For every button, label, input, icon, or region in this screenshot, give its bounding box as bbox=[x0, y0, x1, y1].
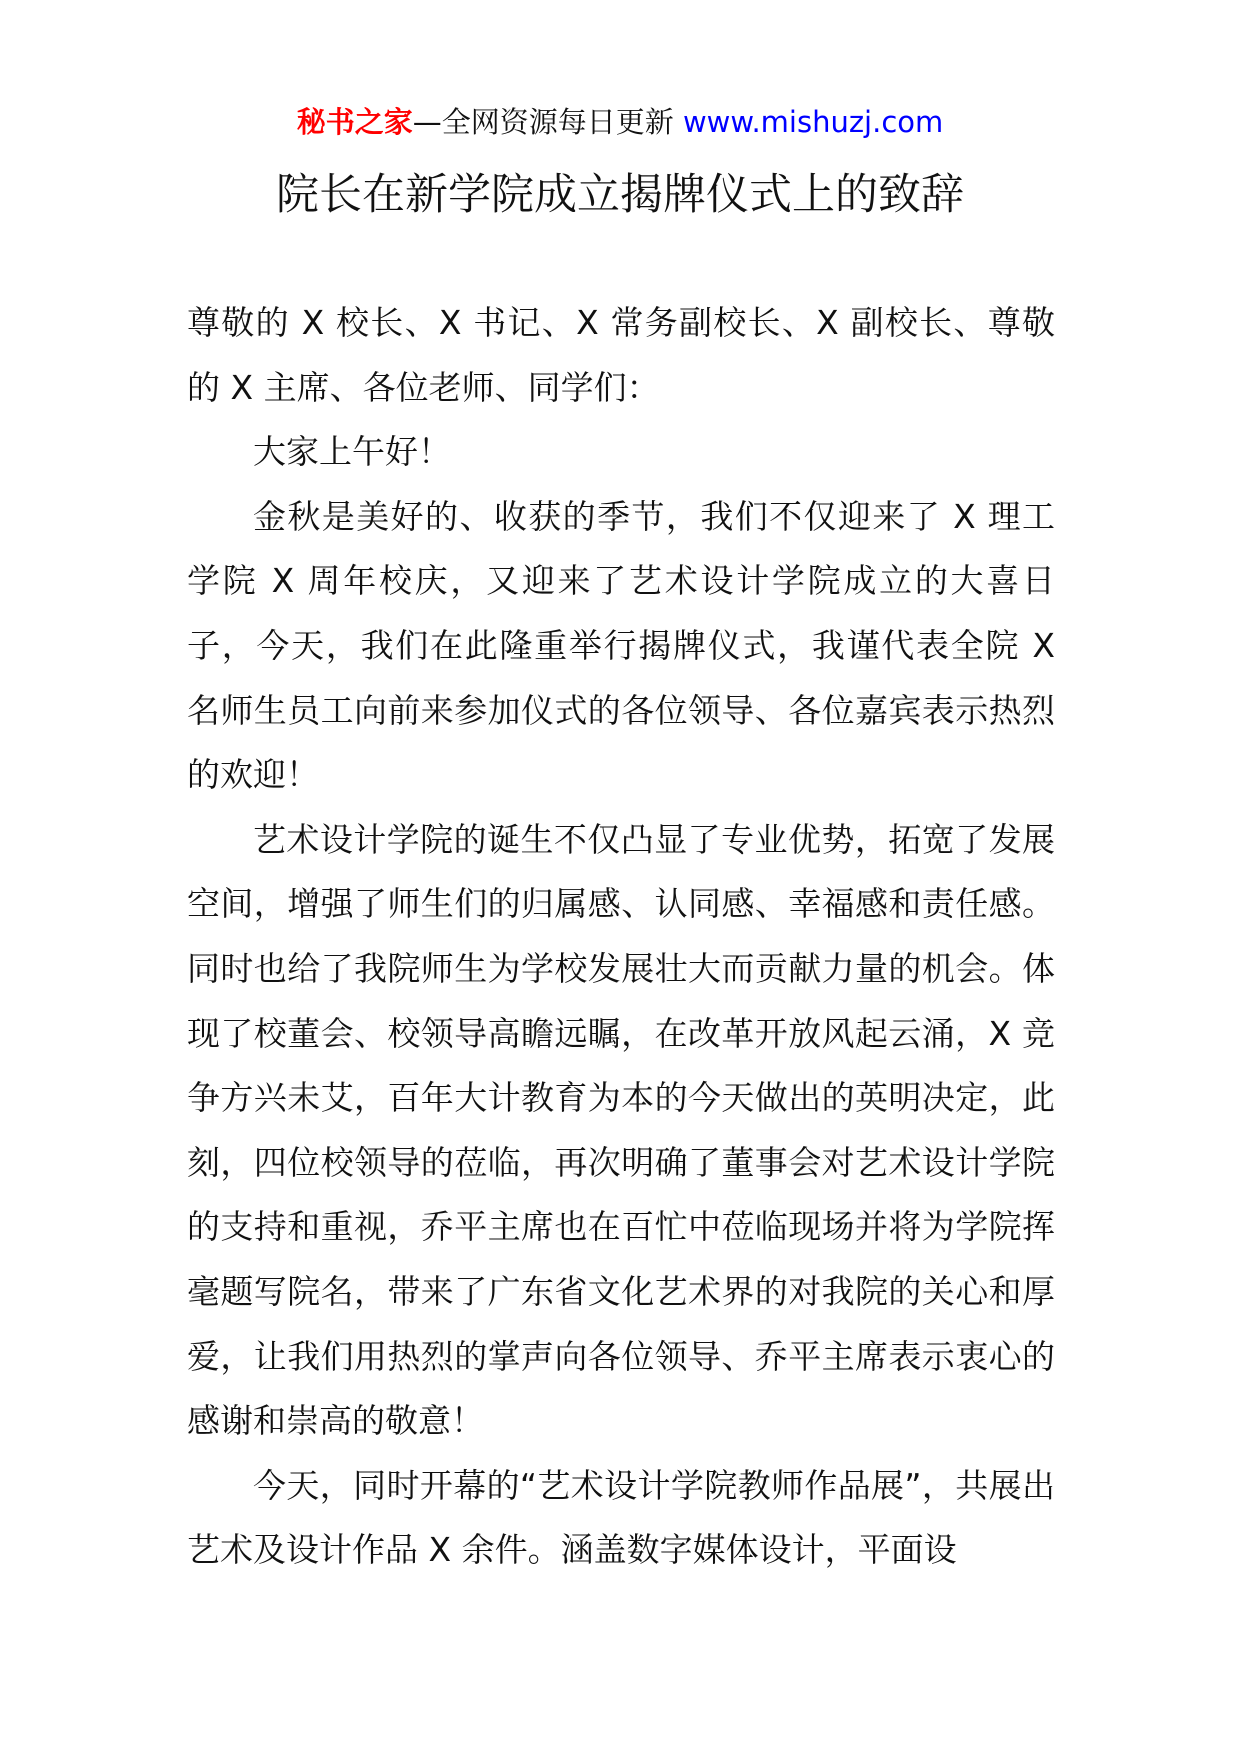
body-paragraph: 金秋是美好的、收获的季节，我们不仅迎来了 X 理工学院 X 周年校庆，又迎来了艺术设计学院成立的大喜日子，今天，我们在此隆重举行揭牌仪式，我谨代表全院 X 名师生员工向前来参加仪式的各位领导、各位嘉宾表示热烈的欢迎！ bbox=[187, 496, 1055, 795]
site-header bbox=[0, 100, 1240, 144]
body-paragraph: 今天，同时开幕的“艺术设计学院教师作品展”，共展出艺术及设计作品 X 余件。涵盖数字媒体设计，平面设 bbox=[187, 1465, 1055, 1570]
greeting-paragraph: 大家上午好！ bbox=[253, 432, 451, 472]
salutation-paragraph: 尊敬的 X 校长、X 书记、X 常务副校长、X 副校长、尊敬的 X 主席、各位老师、同学们： bbox=[187, 303, 1055, 407]
site-tagline: —全网资源每日更新 bbox=[412, 105, 683, 139]
site-brand: 秘书之家 bbox=[296, 105, 413, 139]
site-url-link[interactable]: www.mishuzj.com bbox=[682, 105, 944, 139]
document-body bbox=[187, 291, 1055, 1583]
body-paragraph: 艺术设计学院的诞生不仅凸显了专业优势，拓宽了发展空间，增强了师生们的归属感、认同感、幸福感和责任感。同时也给了我院师生为学校发展壮大而贡献力量的机会。体现了校董会、校领导高瞻远瞩，在改革开放风起云涌，X 竞争方兴未艾，百年大计教育为本的今天做出的英明决定，此刻，四位校领导的莅临，再次明确了董事会对艺术设计学院的支持和重视，乔平主席也在百忙中莅临现场并将为学院挥毫题写院名，带来了广东省文化艺术界的对我院的关心和厚爱，让我们用热烈的掌声向各位领导、乔平主席表示衷心的感谢和崇高的敬意！ bbox=[187, 819, 1055, 1441]
document-title: 院长在新学院成立揭牌仪式上的致辞 bbox=[276, 170, 964, 220]
